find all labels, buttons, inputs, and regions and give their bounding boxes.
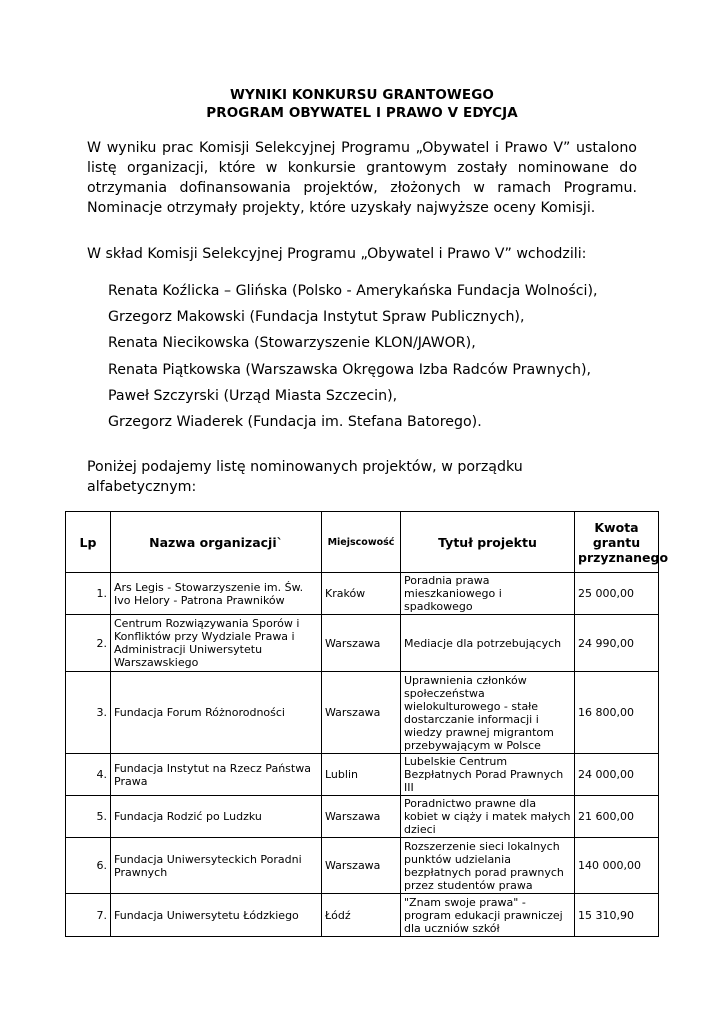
cell-city: Łódź	[322, 894, 401, 937]
cell-city: Warszawa	[322, 615, 401, 672]
committee-heading: W skład Komisji Selekcyjnej Programu „Obywatel i Prawo V” wchodzili:	[87, 246, 587, 262]
table-row	[66, 754, 659, 796]
table-header-row	[66, 512, 659, 573]
cell-organization-name: Fundacja Rodzić po Ludzku	[111, 796, 322, 838]
list-intro: Poniżej podajemy listę nominowanych projektów, w porządku alfabetycznym:	[87, 459, 523, 495]
cell-project-title: Poradnia prawa mieszkaniowego i spadkowego	[401, 573, 575, 615]
table-row	[66, 672, 659, 754]
grants-table	[65, 511, 669, 937]
cell-grant-amount: 25 000,00	[575, 573, 659, 615]
cell-grant-amount: 21 600,00	[575, 796, 659, 838]
cell-organization-name: Fundacja Uniwersytetu Łódzkiego	[111, 894, 322, 937]
header-city: Miejscowość	[322, 512, 401, 573]
cell-project-title: Uprawnienia członków społeczeństwa wielokulturowego - stałe dostarczanie informacji i wiedzy prawnej migrantom przebywającym w Polsce	[401, 672, 575, 754]
cell-organization-name: Fundacja Instytut na Rzecz Państwa Prawa	[111, 754, 322, 796]
cell-city: Warszawa	[322, 672, 401, 754]
cell-city: Warszawa	[322, 838, 401, 894]
committee-member-list	[108, 281, 598, 438]
cell-grant-amount: 24 000,00	[575, 754, 659, 796]
cell-grant-amount: 15 310,90	[575, 894, 659, 937]
cell-city: Lublin	[322, 754, 401, 796]
cell-project-title: Lubelskie Centrum Bezpłatnych Porad Prawnych III	[401, 754, 575, 796]
header-grant-amount: Kwota grantu przyznanego	[575, 512, 659, 573]
cell-city: Kraków	[322, 573, 401, 615]
committee-member: Renata Koźlicka – Glińska (Polsko - Amerykańska Fundacja Wolności),	[108, 283, 598, 299]
cell-grant-amount: 16 800,00	[575, 672, 659, 754]
cell-grant-amount: 24 990,00	[575, 615, 659, 672]
table-row	[66, 573, 659, 615]
committee-member: Renata Niecikowska (Stowarzyszenie KLON/JAWOR),	[108, 335, 476, 352]
table-row	[66, 796, 659, 838]
cell-organization-name: Ars Legis - Stowarzyszenie im. Św. Ivo Helory - Patrona Prawników	[111, 573, 322, 615]
cell-grant-amount: 140 000,00	[575, 838, 659, 894]
document-title-line2: PROGRAM OBYWATEL I PRAWO V EDYCJA	[206, 105, 518, 121]
cell-lp: 3.	[66, 672, 111, 754]
cell-lp: 5.	[66, 796, 111, 838]
header-project-title: Tytuł projektu	[401, 512, 575, 573]
cell-lp: 2.	[66, 615, 111, 672]
committee-member: Paweł Szczyrski (Urząd Miasta Szczecin),	[108, 387, 398, 404]
cell-organization-name: Fundacja Forum Różnorodności	[111, 672, 322, 754]
cell-organization-name: Fundacja Uniwersyteckich Poradni Prawnych	[111, 838, 322, 894]
header-lp: Lp	[66, 512, 111, 573]
table-row	[66, 894, 659, 937]
cell-lp: 6.	[66, 838, 111, 894]
cell-city: Warszawa	[322, 796, 401, 838]
committee-member: Grzegorz Makowski (Fundacja Instytut Spraw Publicznych),	[108, 309, 525, 326]
committee-member: Grzegorz Wiaderek (Fundacja im. Stefana Batorego).	[108, 413, 482, 430]
intro-paragraph: W wyniku prac Komisji Selekcyjnej Programu „Obywatel i Prawo V” ustalono listę organizacji, które w konkursie grantowym zostały nominowane do otrzymania dofinansowania projektów, złożonych w ramach Programu. Nominacje otrzymały projekty, które uzyskały najwyższe oceny Komisji.	[87, 140, 637, 216]
table-row	[66, 615, 659, 672]
header-organization-name: Nazwa organizacji`	[111, 512, 322, 573]
cell-project-title: Rozszerzenie sieci lokalnych punktów udzielania bezpłatnych porad prawnych przez studentów prawa	[401, 838, 575, 894]
cell-project-title: Mediacje dla potrzebujących	[401, 615, 575, 672]
committee-member: Renata Piątkowska (Warszawska Okręgowa Izba Radców Prawnych),	[108, 361, 592, 378]
cell-project-title: Poradnictwo prawne dla kobiet w ciąży i matek małych dzieci	[401, 796, 575, 838]
cell-lp: 4.	[66, 754, 111, 796]
cell-lp: 1.	[66, 573, 111, 615]
cell-organization-name: Centrum Rozwiązywania Sporów i Konfliktów przy Wydziale Prawa i Administracji Uniwersytetu Warszawskiego	[111, 615, 322, 672]
document-title-line1: WYNIKI KONKURSU GRANTOWEGO	[230, 87, 494, 103]
cell-project-title: "Znam swoje prawa" - program edukacji prawniczej dla uczniów szkół	[401, 894, 575, 937]
table-row	[66, 838, 659, 894]
cell-lp: 7.	[66, 894, 111, 937]
